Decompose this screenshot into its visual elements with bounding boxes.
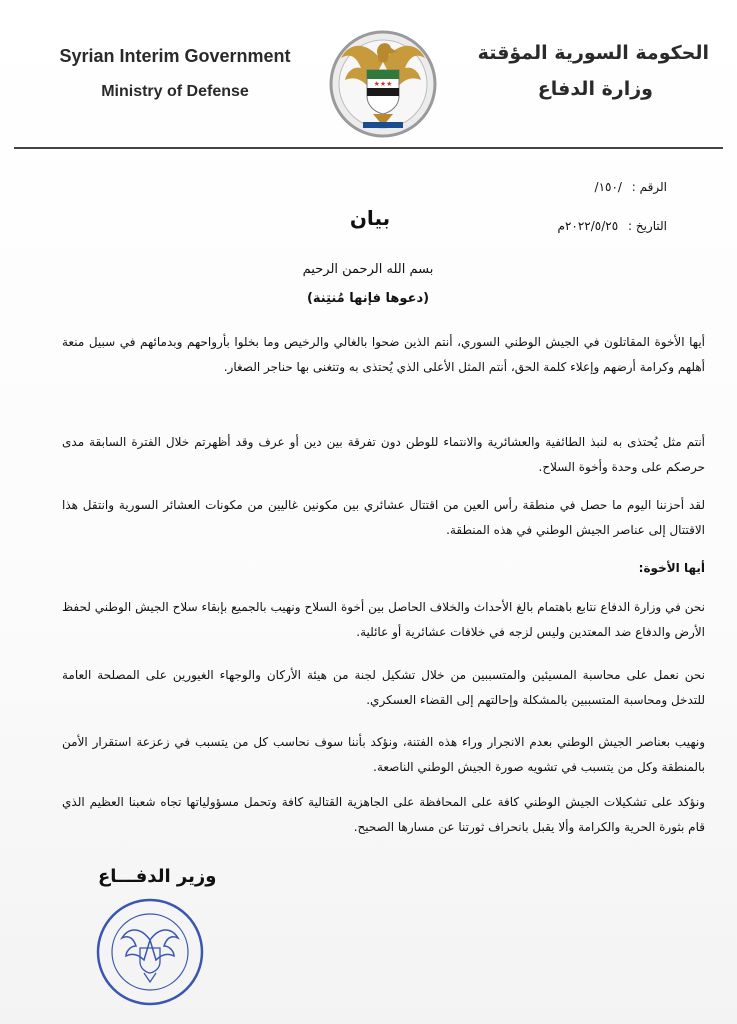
paragraph-1: أيها الأخوة المقاتلون في الجيش الوطني السوري، أنتم الذين ضحوا بالغالي والرخيص وما بخلوا بأرواحهم وبدمائهم في سبيل منعة أهلهم وكرامة أرضهم وإعلاء كلمة الحق، أنتم المثل الأعلى الذي يُحتذى به وتتغنى بها حناجر الصغار. [62,335,705,374]
date-value: ٢٠٢٢/٥/٢٥م [557,219,619,233]
header-ministry-ar: وزارة الدفاع [537,78,653,100]
document-title: بيان [349,206,391,230]
paragraph-address: أيها الأخوة: [638,561,705,575]
paragraph-3: لقد أحزننا اليوم ما حصل في منطقة رأس العين من اقتتال عشائري بين مكونين غاليين من مكونات العشائر السورية وانتقل هذا الاقتتال إلى عناصر الجيش الوطني في هذه المنطقة. [62,498,705,537]
reference-number-label: الرقم : [631,180,667,194]
date-label: التاريخ : [627,219,667,233]
signatory-title: وزير الدفـــاع [98,866,217,887]
reference-number-value: /١٥٠/ [594,180,622,194]
basmala: بسم الله الرحمن الرحيم [302,262,434,277]
paragraph-8: ونؤكد على تشكيلات الجيش الوطني كافة على المحافظة على الجاهزية القتالية كافة وتحمل مسؤولياتها تجاه شعبنا العظيم الذي قام بثورة الحرية والكرامة وألا يقبل بانحراف ثورتنا عن مسارها الصحيح. [62,795,705,834]
header-government-en: Syrian Interim Government [59,46,291,66]
svg-text:★★★: ★★★ [373,80,393,88]
paragraph-6: نحن نعمل على محاسبة المسيئين والمتسببين من خلال تشكيل لجنة من هيئة الأركان والوجهاء الغيورين على المصلحة العامة للتدخل ومحاسبة المتسببين بالمشكلة وإحالتهم إلى القضاء العسكري. [62,668,705,707]
header-ministry-en: Ministry of Defense [101,83,249,100]
paragraph-2: أنتم مثل يُحتذى به لنبذ الطائفية والعشائرية والانتماء للوطن دون تفرقة بين دين أو عرف وقد أظهرتم خلال الفترة السابقة مدى حرصكم على وحدة وأخوة السلاح. [62,435,705,474]
header-government-ar: الحكومة السورية المؤقتة [477,42,709,64]
verse-quote: (دعوها فإنها مُنتِنة) [306,291,430,306]
ministry-stamp-icon [94,896,206,1008]
paragraph-7: ونهيب بعناصر الجيش الوطني بعدم الانجرار وراء هذه الفتنة، ونؤكد بأننا سوف نحاسب كل من يتسبب في زعزعة استقرار الأمن بالمنطقة وكل من يتسبب في تشويه صورة الجيش الوطني الناصعة. [62,735,705,774]
paragraph-5: نحن في وزارة الدفاع نتابع باهتمام بالغ الأحداث والخلاف الحاصل بين أخوة السلاح ونهيب بالجميع بإبقاء سلاح الجيش الوطني لحفظ الأرض والدفاع ضد المعتدين وليس لزجه في خلافات عشائرية أو عائلية. [62,600,705,639]
